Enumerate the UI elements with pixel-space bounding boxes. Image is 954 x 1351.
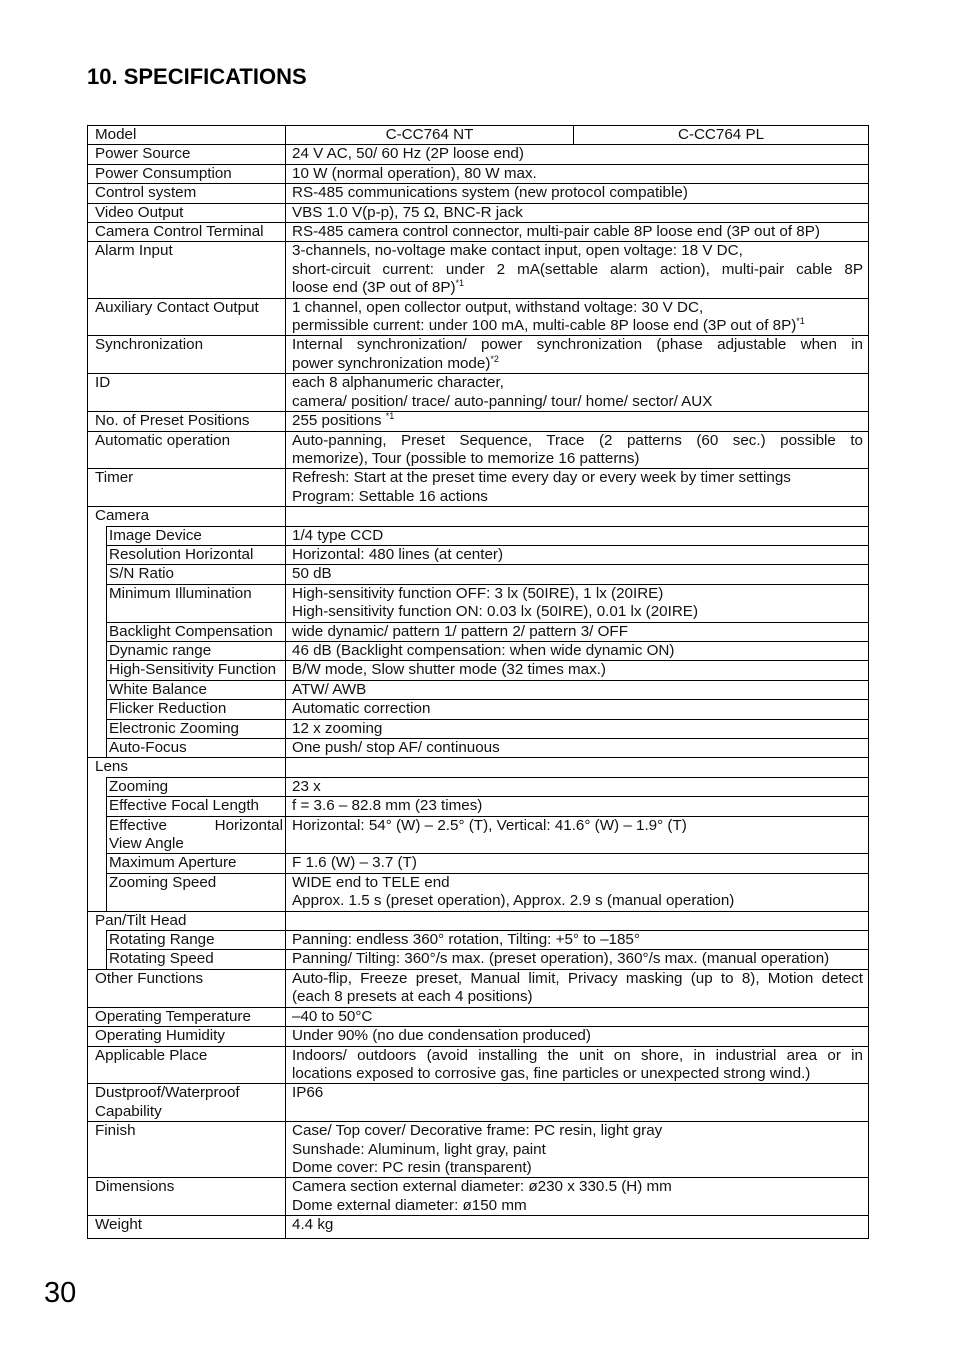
- spec-value: [286, 431, 869, 469]
- spec-value: [286, 700, 869, 719]
- spec-value: [286, 931, 869, 950]
- value-line: High-sensitivity function OFF: 3 lx (50IRE), 1 lx (20IRE): [292, 584, 664, 602]
- spec-row-alarm-input: [88, 242, 869, 298]
- spec-value: [286, 739, 869, 758]
- model-label: Model: [88, 126, 286, 145]
- page-title: 10. SPECIFICATIONS: [87, 64, 307, 89]
- spec-row-image-device: [88, 526, 869, 545]
- label-line: Rotating Range: [109, 931, 215, 949]
- value-line: (each 8 presets at each 4 positions): [292, 988, 533, 1006]
- value-line: [292, 355, 863, 373]
- spec-sub-label: [107, 700, 286, 719]
- spec-value: [286, 203, 869, 222]
- spec-sub-label: [107, 584, 286, 622]
- spec-row-operating-humidity: [88, 1027, 869, 1046]
- value-line: Horizontal: 480 lines (at center): [292, 545, 504, 563]
- spec-sub-label: [107, 719, 286, 738]
- spec-row-white-balance: [88, 680, 869, 699]
- spec-label: [88, 203, 286, 222]
- group-label-line: Pan/Tilt Head: [95, 911, 187, 929]
- spec-value: [286, 1178, 869, 1216]
- spec-row-synchronization: [88, 336, 869, 374]
- spec-value: [286, 184, 869, 203]
- label-line: Auto-Focus: [109, 739, 187, 756]
- spec-row-id: [88, 374, 869, 412]
- label-line: Effective Horizontal: [109, 816, 283, 834]
- value-line: Program: Settable 16 actions: [292, 487, 488, 505]
- spec-label: [88, 1122, 286, 1178]
- value-line: Dome cover: PC resin (transparent): [292, 1158, 532, 1176]
- label-line: Alarm Input: [95, 242, 173, 260]
- label-line: Capability: [95, 1102, 162, 1120]
- spec-row-zooming: [88, 777, 869, 796]
- spec-group-lens: [88, 758, 869, 777]
- spec-group-label: [88, 911, 286, 930]
- spec-row-power-source: [88, 145, 869, 164]
- value-line: [292, 279, 863, 297]
- value-line: wide dynamic/ pattern 1/ pattern 2/ pattern 3/ OFF: [292, 622, 628, 640]
- spec-row-timer: [88, 469, 869, 507]
- spec-value: [286, 565, 869, 584]
- spec-value: [286, 1084, 869, 1122]
- spec-value: [286, 1216, 869, 1238]
- spec-group-value: [286, 507, 869, 526]
- label-line: Backlight Compensation: [109, 622, 273, 640]
- value-text: loose end (3P out of 8P): [292, 279, 456, 297]
- value-text: power synchronization mode): [292, 354, 491, 372]
- label-line: No. of Preset Positions: [95, 412, 250, 430]
- value-line: camera/ position/ trace/ auto-panning/ tour/ home/ sector/ AUX: [292, 392, 713, 410]
- label-line: Synchronization: [95, 336, 204, 354]
- value-line: Camera section external diameter: ø230 x 330.5 (H) mm: [292, 1178, 672, 1196]
- value-line: 50 dB: [292, 565, 332, 583]
- spec-row-applicable-place: [88, 1046, 869, 1084]
- group-label-line: Camera: [95, 507, 150, 525]
- spec-sub-label: [107, 950, 286, 969]
- spec-row-effective-horizontal-view-angle: [88, 816, 869, 854]
- spec-label: [88, 1216, 286, 1238]
- value-line: memorize), Tour (possible to memorize 16 patterns): [292, 449, 640, 467]
- spec-sub-label: [107, 816, 286, 854]
- group-label-line: Lens: [95, 758, 128, 776]
- spec-label: [88, 336, 286, 374]
- spec-value: [286, 1007, 869, 1026]
- spec-sub-label: [107, 680, 286, 699]
- value-line: Auto-panning, Preset Sequence, Trace (2 patterns (60 sec.) possible to: [292, 431, 863, 449]
- spec-group-indent: [88, 931, 107, 970]
- spec-value: [286, 336, 869, 374]
- spec-row-control-system: [88, 184, 869, 203]
- label-line: Operating Temperature: [95, 1007, 251, 1025]
- label-line: S/N Ratio: [109, 565, 174, 583]
- value-line: Refresh: Start at the preset time every day or every week by timer settings: [292, 469, 791, 487]
- spec-group-label: [88, 507, 286, 526]
- spec-sub-label: [107, 565, 286, 584]
- label-line: Timer: [95, 469, 134, 487]
- label-line: Applicable Place: [95, 1046, 208, 1064]
- spec-label: [88, 1046, 286, 1084]
- spec-group-value: [286, 758, 869, 777]
- label-line: Power Consumption: [95, 164, 232, 182]
- value-line: Dome external diameter: ø150 mm: [292, 1196, 527, 1214]
- value-line: Internal synchronization/ power synchronization (phase adjustable when in: [292, 336, 863, 354]
- spec-row-electronic-zooming: [88, 719, 869, 738]
- spec-label: [88, 298, 286, 336]
- spec-row-auxiliary-contact-output: [88, 298, 869, 336]
- value-line: ATW/ AWB: [292, 680, 367, 698]
- value-line: High-sensitivity function ON: 0.03 lx (50IRE), 0.01 lx (20IRE): [292, 603, 698, 621]
- spec-value: [286, 719, 869, 738]
- value-line: Indoors/ outdoors (avoid installing the unit on shore, in industrial area or in: [292, 1046, 863, 1064]
- spec-group-label: [88, 758, 286, 777]
- spec-row-automatic-operation: [88, 431, 869, 469]
- spec-row-s-n-ratio: [88, 565, 869, 584]
- spec-row-no-of-preset-positions: [88, 412, 869, 431]
- spec-value: [286, 641, 869, 660]
- label-line: Other Functions: [95, 969, 204, 987]
- spec-sub-label: [107, 526, 286, 545]
- value-line: VBS 1.0 V(p-p), 75 Ω, BNC-R jack: [292, 203, 523, 221]
- spec-sub-label: [107, 739, 286, 758]
- spec-row-operating-temperature: [88, 1007, 869, 1026]
- label-line: Rotating Speed: [109, 950, 214, 968]
- value-line: locations exposed to corrosive gas, fine particles or unexpected strong wind.): [292, 1064, 811, 1082]
- spec-value: [286, 1027, 869, 1046]
- value-line: 4.4 kg: [292, 1216, 334, 1234]
- spec-row-other-functions: [88, 969, 869, 1007]
- label-line: Dynamic range: [109, 641, 212, 659]
- label-line: Finish: [95, 1122, 136, 1140]
- spec-group-indent: [88, 777, 107, 911]
- spec-value: [286, 242, 869, 298]
- spec-group-camera: [88, 507, 869, 526]
- value-line: 46 dB (Backlight compensation: when wide dynamic ON): [292, 641, 675, 659]
- label-line: Automatic operation: [95, 431, 231, 449]
- label-line: Image Device: [109, 526, 202, 544]
- value-line: Approx. 1.5 s (preset operation), Approx. 2.9 s (manual operation): [292, 892, 735, 910]
- page-number: 30: [44, 1277, 77, 1309]
- value-line: Under 90% (no due condensation produced): [292, 1027, 591, 1045]
- spec-value: [286, 873, 869, 911]
- footnote-marker: *1: [796, 316, 805, 327]
- spec-value: [286, 584, 869, 622]
- spec-row-rotating-speed: [88, 950, 869, 969]
- spec-group-value: [286, 911, 869, 930]
- spec-sub-label: [107, 661, 286, 680]
- label-line: Resolution Horizontal: [109, 545, 254, 563]
- spec-row-dimensions: [88, 1178, 869, 1216]
- spec-sub-label: [107, 641, 286, 660]
- spec-label: [88, 1084, 286, 1122]
- specifications-table: [87, 125, 869, 1239]
- value-line: each 8 alphanumeric character,: [292, 374, 504, 392]
- spec-group-pan-tilt-head: [88, 911, 869, 930]
- spec-value: [286, 777, 869, 796]
- spec-row-weight: [88, 1216, 869, 1238]
- value-line: Sunshade: Aluminum, light gray, paint: [292, 1140, 546, 1158]
- value-line: 3-channels, no-voltage make contact input, open voltage: 18 V DC,: [292, 242, 743, 260]
- spec-value: [286, 469, 869, 507]
- model-name-nt: C-CC764 NT: [286, 126, 574, 145]
- spec-label: [88, 164, 286, 183]
- value-line: [292, 412, 863, 430]
- value-line: 1/4 type CCD: [292, 526, 384, 544]
- value-line: Case/ Top cover/ Decorative frame: PC resin, light gray: [292, 1122, 663, 1140]
- spec-label: [88, 469, 286, 507]
- label-line: Zooming: [109, 777, 169, 795]
- spec-label: [88, 969, 286, 1007]
- spec-group-indent: [88, 526, 107, 758]
- label-line: Zooming Speed: [109, 873, 217, 891]
- spec-row-camera-control-terminal: [88, 223, 869, 242]
- value-line: [292, 317, 863, 335]
- label-line: Video Output: [95, 203, 184, 221]
- spec-row-dynamic-range: [88, 641, 869, 660]
- spec-table-body: [88, 126, 869, 1239]
- spec-row-maximum-aperture: [88, 854, 869, 873]
- spec-label: [88, 223, 286, 242]
- value-line: Auto-flip, Freeze preset, Manual limit, Privacy masking (up to 8), Motion detect: [292, 969, 863, 987]
- label-line: White Balance: [109, 680, 207, 698]
- footnote-marker: *1: [385, 411, 395, 422]
- spec-label: [88, 1007, 286, 1026]
- model-name-pl: C-CC764 PL: [574, 126, 869, 145]
- footnote-marker: *1: [455, 278, 465, 289]
- spec-value: [286, 545, 869, 564]
- value-line: short-circuit current: under 2 mA(settable alarm action), multi-pair cable 8P: [292, 260, 863, 278]
- spec-value: [286, 950, 869, 969]
- spec-value: [286, 854, 869, 873]
- spec-label: [88, 412, 286, 431]
- spec-sub-label: [107, 777, 286, 796]
- value-line: RS-485 camera control connector, multi-pair cable 8P loose end (3P out of 8P): [292, 223, 820, 241]
- spec-sub-label: [107, 931, 286, 950]
- spec-header-row: [88, 126, 869, 145]
- value-line: Horizontal: 54° (W) – 2.5° (T), Vertical: 41.6° (W) – 1.9° (T): [292, 816, 687, 834]
- spec-label: [88, 145, 286, 164]
- value-line: B/W mode, Slow shutter mode (32 times max.): [292, 661, 606, 679]
- spec-label: [88, 1178, 286, 1216]
- spec-row-flicker-reduction: [88, 700, 869, 719]
- spec-row-effective-focal-length: [88, 797, 869, 816]
- value-line: 23 x: [292, 777, 321, 795]
- value-line: RS-485 communications system (new protocol compatible): [292, 184, 688, 202]
- spec-row-zooming-speed: [88, 873, 869, 911]
- footnote-marker: *2: [490, 353, 499, 364]
- value-line: 10 W (normal operation), 80 W max.: [292, 164, 537, 182]
- spec-row-backlight-compensation: [88, 622, 869, 641]
- spec-sub-label: [107, 797, 286, 816]
- value-line: One push/ stop AF/ continuous: [292, 739, 500, 756]
- spec-row-rotating-range: [88, 931, 869, 950]
- spec-row-high-sensitivity-function: [88, 661, 869, 680]
- label-line: High-Sensitivity Function: [109, 661, 277, 679]
- spec-value: [286, 164, 869, 183]
- value-line: 12 x zooming: [292, 719, 383, 737]
- value-line: 24 V AC, 50/ 60 Hz (2P loose end): [292, 145, 524, 163]
- label-line: Camera Control Terminal: [95, 223, 264, 241]
- label-line: Weight: [95, 1216, 142, 1234]
- spec-row-power-consumption: [88, 164, 869, 183]
- label-line: View Angle: [109, 835, 184, 853]
- spec-value: [286, 661, 869, 680]
- spec-sub-label: [107, 854, 286, 873]
- spec-row-auto-focus: [88, 739, 869, 758]
- label-line: Minimum Illumination: [109, 584, 252, 602]
- spec-sub-label: [107, 545, 286, 564]
- value-text: 255 positions: [292, 412, 386, 430]
- spec-label: [88, 374, 286, 412]
- spec-row-dustproof-waterproof-capability: [88, 1084, 869, 1122]
- spec-row-finish: [88, 1122, 869, 1178]
- spec-value: [286, 816, 869, 854]
- spec-value: [286, 1122, 869, 1178]
- spec-value: [286, 145, 869, 164]
- spec-value: [286, 526, 869, 545]
- value-line: IP66: [292, 1084, 324, 1102]
- value-line: Automatic correction: [292, 700, 431, 718]
- value-line: –40 to 50°C: [292, 1007, 373, 1025]
- spec-value: [286, 223, 869, 242]
- value-line: F 1.6 (W) – 3.7 (T): [292, 854, 417, 872]
- spec-row-resolution-horizontal: [88, 545, 869, 564]
- spec-label: [88, 431, 286, 469]
- spec-row-minimum-illumination: [88, 584, 869, 622]
- label-line: Flicker Reduction: [109, 700, 227, 718]
- spec-label: [88, 1027, 286, 1046]
- spec-value: [286, 298, 869, 336]
- label-line: Power Source: [95, 145, 191, 163]
- label-line: Auxiliary Contact Output: [95, 298, 259, 316]
- spec-sub-label: [107, 873, 286, 911]
- value-text: permissible current: under 100 mA, multi-cable 8P loose end (3P out of 8P): [292, 317, 797, 335]
- spec-value: [286, 1046, 869, 1084]
- value-line: f = 3.6 – 82.8 mm (23 times): [292, 797, 483, 815]
- label-line: Maximum Aperture: [109, 854, 237, 872]
- spec-value: [286, 797, 869, 816]
- label-line: Dustproof/Waterproof: [95, 1084, 240, 1102]
- label-line: Electronic Zooming: [109, 719, 239, 737]
- spec-label: [88, 184, 286, 203]
- label-line: Operating Humidity: [95, 1027, 225, 1045]
- value-line: Panning: endless 360° rotation, Tilting: +5° to –185°: [292, 931, 640, 949]
- label-line: Control system: [95, 184, 197, 202]
- value-line: 1 channel, open collector output, withstand voltage: 30 V DC,: [292, 298, 704, 316]
- spec-value: [286, 969, 869, 1007]
- label-line: ID: [95, 374, 111, 392]
- value-line: WIDE end to TELE end: [292, 873, 450, 891]
- label-line: Effective Focal Length: [109, 797, 259, 815]
- label-line: Dimensions: [95, 1178, 175, 1196]
- spec-value: [286, 622, 869, 641]
- value-line: Panning/ Tilting: 360°/s max. (preset operation), 360°/s max. (manual operation): [292, 950, 830, 968]
- spec-value: [286, 412, 869, 431]
- spec-value: [286, 374, 869, 412]
- spec-row-video-output: [88, 203, 869, 222]
- spec-value: [286, 680, 869, 699]
- spec-label: [88, 242, 286, 298]
- spec-sub-label: [107, 622, 286, 641]
